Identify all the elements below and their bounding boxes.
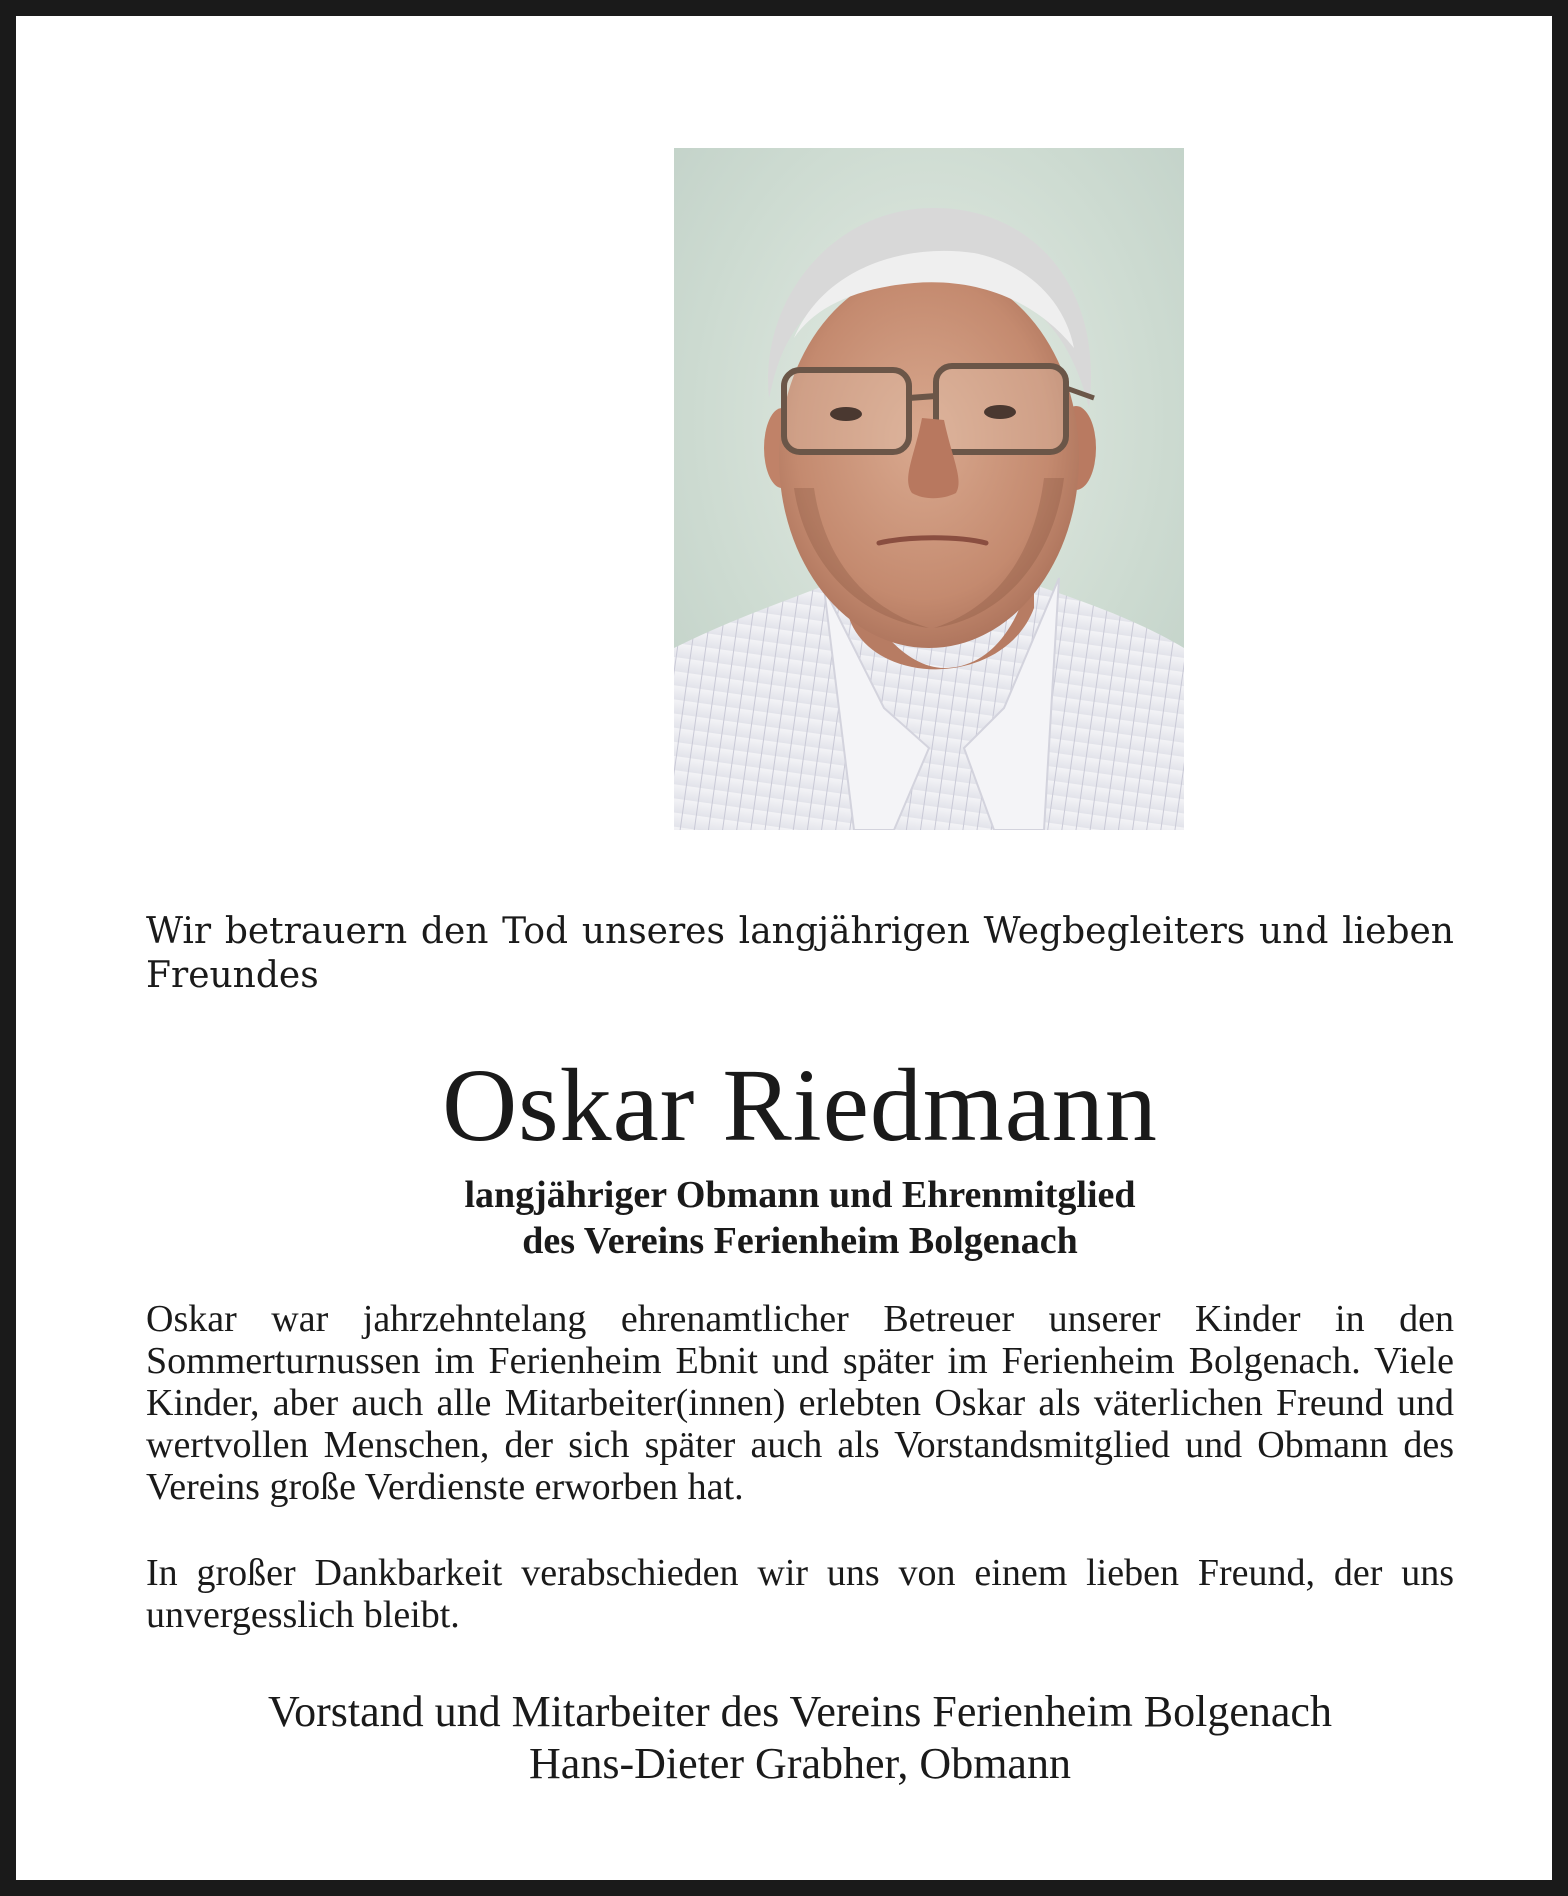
tribute-paragraph-1: Oskar war jahrzehntelang ehrenamtlicher Betreuer unserer Kinder in den Sommerturnussen im Ferienheim Ebnit und später im Ferienheim Bolgenach. Viele Kinder, aber auch alle Mitarbeiter(innen) erlebten Oskar als väterlichen Freund und wertvollen Menschen, der sich später auch als Vorstandsmitglied und Obmann des Vereins große Verdienste erworben hat.: [146, 1298, 1454, 1508]
signature-block: [146, 1686, 1454, 1790]
obituary-content: [146, 16, 1454, 1880]
tribute-paragraph-2: In großer Dankbarkeit verabschieden wir uns von einem lieben Freund, der uns unvergesslich bleibt.: [146, 1552, 1454, 1636]
signature-line-2: Hans-Dieter Grabher, Obmann: [529, 1739, 1071, 1788]
deceased-name: Oskar Riedmann: [442, 1048, 1158, 1163]
portrait-photo: [674, 148, 1184, 830]
intro-text: Wir betrauern den Tod unseres langjährigen Wegbegleiters und lieben Freundes: [146, 911, 1454, 996]
role-line-2: des Vereins Ferienheim Bolgenach: [522, 1220, 1078, 1262]
role-description: [146, 1172, 1454, 1264]
signature-line-1: Vorstand und Mitarbeiter des Vereins Ferienheim Bolgenach: [268, 1687, 1332, 1736]
role-line-1: langjähriger Obmann und Ehrenmitglied: [464, 1174, 1136, 1216]
